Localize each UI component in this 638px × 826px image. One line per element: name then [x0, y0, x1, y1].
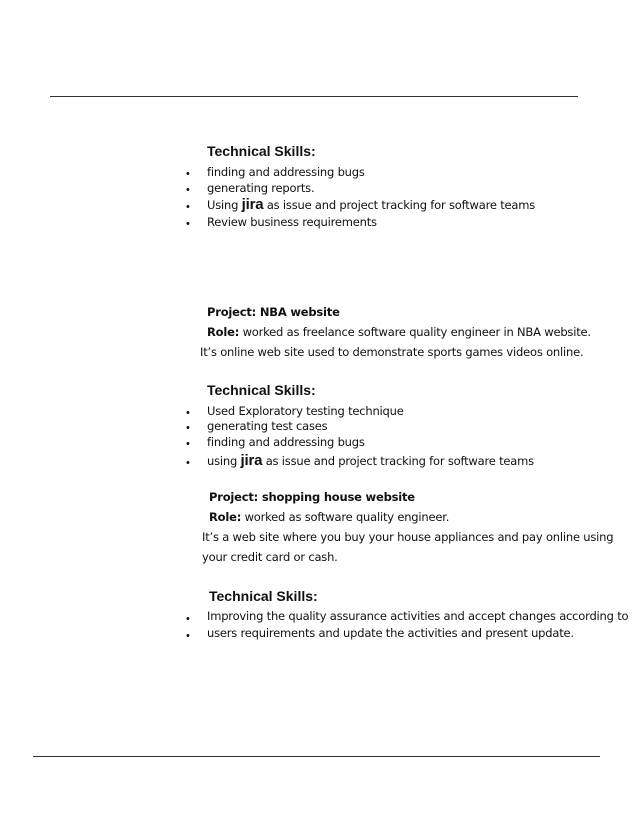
bullet-suffix: as issue and project tracking for software teams [262, 454, 534, 468]
bullet-icon: • [186, 457, 190, 469]
bullet-icon: • [186, 438, 190, 450]
project1-title: Project: NBA website [207, 305, 340, 319]
jira-emphasis: jira [240, 452, 263, 469]
section2-bullet-2: generating test cases [207, 419, 328, 433]
project2-description-line1: It’s a web site where you buy your house appliances and pay online using [202, 530, 614, 544]
section3-heading: Technical Skills: [209, 588, 318, 604]
role-text: worked as software quality engineer. [241, 510, 450, 524]
section2-bullet-3: finding and addressing bugs [207, 435, 365, 449]
bullet-icon: • [186, 613, 190, 625]
bullet-suffix: as issue and project tracking for software teams [263, 198, 536, 212]
section1-bullet-4: Review business requirements [207, 215, 377, 229]
section3-bullet-2: users requirements and update the activities and present update. [207, 626, 574, 640]
section1-bullet-3 [207, 196, 535, 213]
bottom-divider [33, 756, 600, 757]
role-text: worked as freelance software quality engineer in NBA website. [239, 325, 591, 339]
project1-description: It’s online web site used to demonstrate sports games videos online. [200, 345, 584, 359]
project2-description-line2: your credit card or cash. [202, 550, 338, 564]
section1-bullet-1: finding and addressing bugs [207, 165, 365, 179]
project2-role [209, 510, 449, 524]
role-label: Role: [209, 510, 242, 524]
bullet-icon: • [186, 630, 190, 642]
jira-emphasis: jira [241, 196, 264, 213]
project2-title: Project: shopping house website [209, 490, 415, 504]
section1-heading: Technical Skills: [207, 143, 316, 159]
section2-bullet-1: Used Exploratory testing technique [207, 404, 404, 418]
bullet-icon: • [186, 407, 190, 419]
project1-role [207, 325, 591, 339]
section3-bullet-1: Improving the quality assurance activities and accept changes according to [207, 609, 629, 623]
bullet-prefix: Using [207, 198, 242, 212]
bullet-icon: • [186, 168, 190, 180]
role-label: Role: [207, 325, 240, 339]
section2-heading: Technical Skills: [207, 382, 316, 398]
bullet-icon: • [186, 218, 190, 230]
bullet-icon: • [186, 184, 190, 196]
section2-bullet-4 [207, 452, 534, 469]
section1-bullet-2: generating reports. [207, 181, 315, 195]
top-divider [50, 96, 578, 97]
bullet-icon: • [186, 201, 190, 213]
bullet-prefix: using [207, 454, 241, 468]
bullet-icon: • [186, 422, 190, 434]
